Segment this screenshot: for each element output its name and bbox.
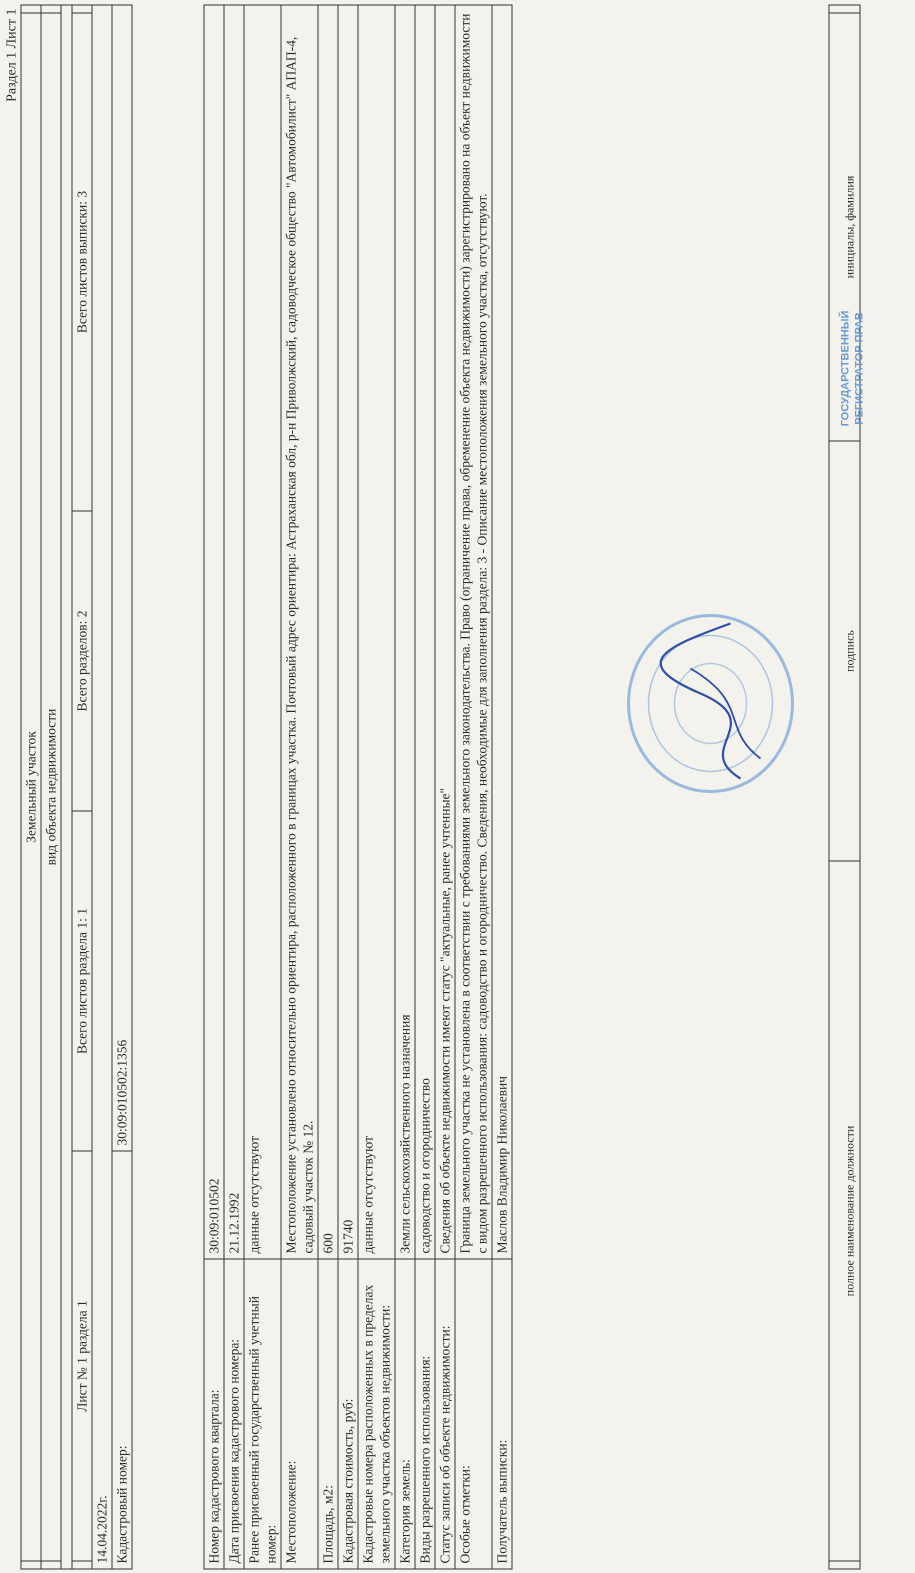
detail-value: Граница земельного участка не установлена в соответствии с требованиями земельного законодательства. Право (ограничение права, обременение объекта недвижимости) зарегистрировано на объект недвижимости с видом разрешенного использования: садоводство и огородничество. Сведения, необходимые для заполнения раздела: 3 - Описание местоположения земельного участка, отсутствуют.: [455, 5, 492, 1259]
detail-label: Площадь, м2:: [318, 1259, 338, 1569]
detail-value: Местоположение установлено относительно ориентира, расположенного в границах участка. Почтовый адрес ориентира: Астраханская обл, р-н Приволжский, садоводческое общество "Автомобилист" АПАП-4, садовый участок № 12.: [281, 5, 318, 1259]
detail-row: [358, 5, 395, 1569]
sheet-number: Лист № 1 раздела 1: [72, 1151, 92, 1561]
detail-label: Кадастровые номера расположенных в пределах земельного участка объектов недвижимости:: [358, 1259, 395, 1569]
detail-row: [492, 5, 512, 1569]
registrar-stamp: ГОСУДАРСТВЕННЫЙ РЕГИСТРАТОР ПРАВ: [839, 310, 865, 426]
header-table: [20, 4, 132, 1569]
detail-row: [318, 5, 338, 1569]
detail-label: Ранее присвоенный государственный учетный номер:: [244, 1259, 281, 1569]
detail-label: Виды разрешенного использования:: [415, 1259, 435, 1569]
sheets-total: Всего листов выписки: 3: [72, 13, 92, 511]
official-seal-stamp: [620, 608, 800, 798]
detail-label: Категория земель:: [395, 1259, 415, 1569]
detail-row: [204, 5, 224, 1569]
detail-label: Получатель выписки:: [492, 1259, 512, 1569]
detail-value: 600: [318, 5, 338, 1259]
detail-row: [244, 5, 281, 1569]
detail-value: 91740: [338, 5, 358, 1259]
sheets-in-section: Всего листов раздела 1: 1: [72, 811, 92, 1151]
detail-label: Статус записи об объекте недвижимости:: [435, 1259, 455, 1569]
detail-label: Кадастровая стоимость, руб:: [338, 1259, 358, 1569]
object-type-caption: вид объекта недвижимости: [41, 13, 61, 1561]
detail-value: 21.12.1992: [224, 5, 244, 1259]
detail-value: данные отсутствуют: [244, 5, 281, 1259]
object-type: Земельный участок: [21, 13, 41, 1561]
detail-row: [455, 5, 492, 1569]
detail-label: Номер кадастрового квартала:: [204, 1259, 224, 1569]
detail-value: 30:09:010502: [204, 5, 224, 1259]
name-caption: инициалы, фамилия: [829, 13, 860, 441]
detail-label: Дата присвоения кадастрового номера:: [224, 1259, 244, 1569]
detail-row: [281, 5, 318, 1569]
position-caption: полное наименование должности: [829, 861, 860, 1561]
signature-table: [828, 4, 860, 1569]
detail-value: Маслов Владимир Николаевич: [492, 5, 512, 1259]
cadastral-number-label: Кадастровый номер:: [112, 1151, 132, 1569]
detail-label: Местоположение:: [281, 1259, 318, 1569]
detail-value: данные отсутствуют: [358, 5, 395, 1259]
detail-row: [224, 5, 244, 1569]
detail-label: Особые отметки:: [455, 1259, 492, 1569]
property-details-table: [203, 4, 512, 1569]
detail-row: [415, 5, 435, 1569]
extract-date: 14.04.2022г.: [92, 5, 112, 1569]
detail-row: [338, 5, 358, 1569]
detail-value: Сведения об объекте недвижимости имеют статус "актуальные, ранее учтенные": [435, 5, 455, 1259]
detail-row: [435, 5, 455, 1569]
sections-total: Всего разделов: 2: [72, 511, 92, 811]
detail-value: садоводство и огородничество: [415, 5, 435, 1259]
section-sheet-label: Раздел 1 Лист 1: [4, 8, 19, 102]
detail-row: [395, 5, 415, 1569]
cadastral-number-value: 30:09:010502:1356: [112, 5, 132, 1151]
detail-value: Земли сельскохозяйственного назначения: [395, 5, 415, 1259]
signature-caption: подпись: [829, 441, 860, 861]
